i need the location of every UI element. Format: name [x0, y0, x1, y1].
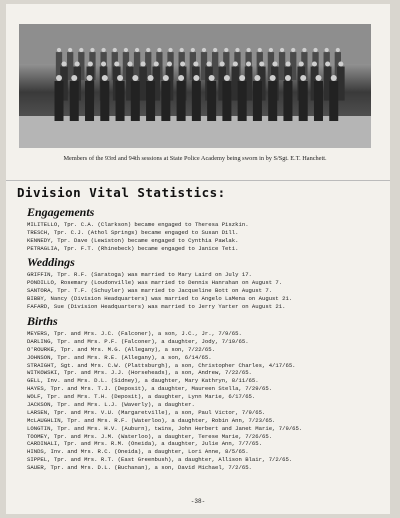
- list-item: SAUER, Tpr. and Mrs. D.L. (Buchanan), a son, David Michael, 7/2/65.: [27, 464, 252, 472]
- births-list: [27, 330, 302, 472]
- list-item: BIBBY, Nancy (Division Headquarters) was married to Angelo LaMena on August 21.: [27, 294, 293, 302]
- engagements-list: [27, 221, 249, 253]
- list-item: McLAUGHLIN, Tpr. and Mrs. R.F. (Waterloo), a daughter, Robin Ann, 7/23/65.: [27, 416, 276, 424]
- list-item: LARSEN, Tpr. and Mrs. V.U. (Margaretville), a son, Paul Victor, 7/9/65.: [27, 408, 266, 416]
- page-title: Division Vital Statistics:: [17, 185, 226, 200]
- list-item: WITKOWSKI, Tpr. and Mrs. J.J. (Horseheads), a son, Andrew, 7/22/65.: [27, 369, 252, 377]
- academy-group-photo: [19, 24, 371, 148]
- magazine-page: [6, 4, 390, 514]
- list-item: MEYERS, Tpr. and Mrs. J.C. (Falconer), a son, J.C., Jr., 7/9/65.: [27, 330, 242, 337]
- weddings-heading: Weddings: [27, 255, 75, 269]
- list-item: JOHNSON, Tpr. and Mrs. R.E. (Allegany), a son, 6/14/65.: [27, 353, 212, 361]
- list-item: MILITELLO, Tpr. C.A. (Clarkson) became engaged to Theresa Piszkin.: [27, 221, 249, 228]
- list-item: TOOMEY, Tpr. and Mrs. J.M. (Waterloo), a daughter, Terese Marie, 7/26/65.: [27, 432, 273, 440]
- list-item: HINDS, Inv. and Mrs. R.C. (Oneida), a daughter, Lori Anne, 8/5/65.: [27, 448, 249, 456]
- page-number: -38-: [190, 498, 206, 505]
- births-heading: Births: [27, 314, 58, 328]
- weddings-list: [27, 271, 292, 310]
- list-item: TRESCH, Tpr. C.J. (Athol Springs) became engaged to Susan Dill.: [27, 228, 239, 236]
- list-item: PONDILLO, Rosemary (Loudonville) was married to Dennis Hanrahan on August 7.: [27, 278, 283, 286]
- list-item: DARLING, Tpr. and Mrs. P.F. (Falconer), a daughter, Jody, 7/19/65.: [27, 337, 249, 345]
- list-item: WOLF, Tpr. and Mrs. T.H. (Deposit), a daughter, Lynn Marie, 6/17/65.: [27, 393, 256, 401]
- list-item: SIPPEL, Tpr. and Mrs. R.T. (East Greenbush), a daughter, Allison Blair, 7/2/65.: [27, 456, 293, 464]
- photo-caption: Members of the 93rd and 94th sessions at State Police Academy being sworn in by S/Sgt. E.T. Hanchett.: [63, 155, 327, 162]
- list-item: FAFARD, Sue (Division Headquarters) was married to Jerry Yarter on August 21.: [27, 302, 286, 310]
- list-item: LONGTIN, Tpr. and Mrs. H.V. (Auburn), twins, John Herbert and Janet Marie, 7/9/65.: [27, 424, 303, 432]
- list-item: O'ROURKE, Tpr. and Mrs. M.G. (Allegany), a son, 7/22/65.: [27, 345, 215, 353]
- photo-illustration: [19, 24, 371, 148]
- section-divider: [6, 180, 390, 181]
- list-item: JACKSON, Tpr. and Mrs. L.J. (Waverly), a daughter.: [27, 401, 195, 409]
- list-item: KENNEDY, Tpr. Dave (Lewiston) became engaged to Cynthia Pawlak.: [27, 236, 239, 244]
- list-item: SANTORA, Tpr. T.F. (Schuyler) was married to Jacqueline Bott on August 7.: [27, 286, 273, 294]
- list-item: GELL, Inv. and Mrs. D.L. (Sidney), a daughter, Mary Kathryn, 8/11/65.: [27, 377, 259, 385]
- list-item: HAYES, Tpr. and Mrs. T.J. (Deposit), a daughter, Maureen Stella, 7/29/65.: [27, 385, 273, 393]
- engagements-heading: Engagements: [27, 205, 95, 219]
- list-item: CARDINALI, Tpr. and Mrs. R.M. (Oneida), a daughter, Julie Ann, 7/7/65.: [27, 440, 262, 448]
- list-item: STRAIGHT, Sgt. and Mrs. C.W. (Plattsburgh), a son, Christopher Charles, 4/17/65.: [27, 361, 296, 369]
- list-item: PETRAGLIA, Tpr. F.T. (Rhinebeck) became engaged to Janice Teti.: [27, 244, 239, 252]
- list-item: GRIFFIN, Tpr. R.F. (Saratoga) was married to Mary Laird on July 17.: [27, 271, 252, 278]
